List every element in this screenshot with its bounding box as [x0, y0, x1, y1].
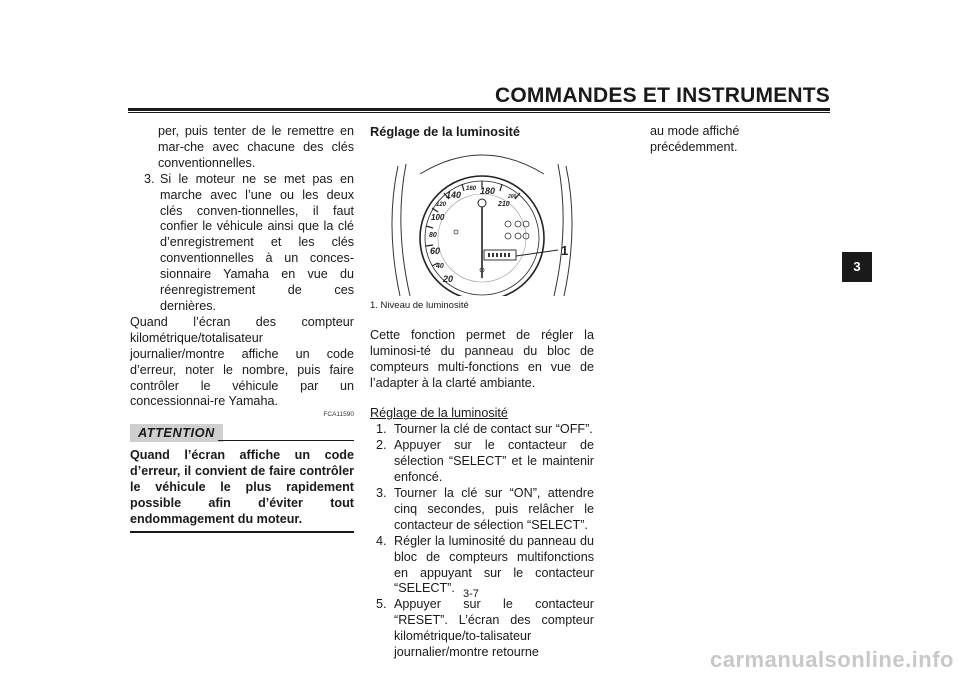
speed-label: 40: [436, 262, 444, 270]
list-text: Appuyer sur le contacteur “RESET”. L’écran des compteur kilométrique/to-talisateur journalier/montre retourne: [394, 597, 594, 660]
section-heading: Réglage de la luminosité: [370, 124, 521, 139]
subheading: Réglage de la luminosité: [370, 406, 508, 421]
list-text: Tourner la clé sur “ON”, attendre cinq secondes, puis relâcher le contacteur de sélection “SELECT”.: [394, 485, 594, 532]
chapter-tab: 3: [842, 252, 872, 282]
header-rule-thin: [128, 112, 830, 113]
speedometer-figure: [370, 146, 594, 296]
list-number: 2.: [376, 438, 387, 453]
list-item: [370, 438, 594, 486]
speed-label: 60: [430, 245, 441, 256]
reference-code: FCA11590: [323, 411, 354, 419]
speed-label: 120: [436, 201, 447, 208]
list-number: 3.: [376, 485, 387, 500]
column-middle: [370, 124, 594, 661]
attention-header: [130, 424, 354, 444]
list-text: Tourner la clé de contact sur “OFF”.: [394, 422, 593, 437]
speed-label: 200: [508, 193, 517, 200]
speed-label: 180: [480, 185, 496, 196]
list-item: [370, 534, 594, 598]
figure-callout: 1: [561, 242, 569, 258]
paragraph-continuation: per, puis tenter de le remettre en mar-che avec chacune des clés conventionnelles.: [158, 124, 354, 170]
header-rule: [128, 108, 830, 111]
speed-label: 80: [429, 231, 437, 239]
speed-label: 210: [498, 200, 510, 208]
page-number: 3-7: [463, 588, 479, 600]
list-number: 3.: [144, 171, 155, 186]
steps-list: [370, 422, 594, 661]
list-text: Régler la luminosité du panneau du bloc de compteurs multifonctions en appuyant sur le contacteur “SELECT”.: [394, 533, 594, 596]
list-item: [370, 486, 594, 534]
attention-text: Quand l’écran affiche un code d’erreur, il convient de faire contrôler le véhicule le plus rapidement possible afin d’éviter tout endommagement du moteur.: [130, 448, 354, 526]
attention-rule: [218, 440, 354, 441]
list-number: 4.: [376, 533, 387, 548]
page-header-title: COMMANDES ET INSTRUMENTS: [495, 84, 830, 107]
list-number: 5.: [376, 597, 387, 612]
figure-caption: 1. Niveau de luminosité: [370, 299, 469, 311]
paragraph-intro: Cette fonction permet de régler la luminosi-té du panneau du bloc de compteurs multi-fonctions en vue de l’adapter à la clarté ambiante.: [370, 327, 594, 390]
speedometer-illustration: [370, 146, 594, 296]
paragraph-error-code: Quand l’écran des compteur kilométrique/totalisateur journalier/montre affiche un code d’erreur, noter le nombre, puis faire contrôler le véhicule par un concessionnai-re Yamaha.: [130, 314, 354, 409]
list-text: Si le moteur ne se met pas en marche avec l’une ou les deux clés conven-tionnelles, il faut confier le véhicule ainsi que la clé d’enregistrement et les clés conventionnelles à un conces-sionnaire Yamaha en vue du réenregistrement de ces dernières.: [160, 171, 354, 313]
paragraph-continuation: au mode affiché précédemment.: [650, 124, 740, 154]
list-item: [370, 422, 594, 438]
list-item-3: [130, 172, 354, 315]
speed-label: 140: [446, 189, 462, 200]
column-left: [130, 124, 354, 533]
attention-bottom-rule: [130, 531, 354, 533]
list-item: [370, 597, 594, 661]
list-text: Appuyer sur le contacteur de sélection “SELECT” et le maintenir enfoncé.: [394, 438, 594, 485]
column-right: [622, 124, 830, 156]
speed-label: 160: [466, 185, 477, 192]
speed-label: 20: [443, 273, 454, 284]
list-number: 1.: [376, 422, 387, 437]
watermark: carmanualsonline.info: [710, 647, 954, 672]
speed-label: 100: [431, 212, 445, 222]
attention-label: ATTENTION: [130, 424, 223, 442]
